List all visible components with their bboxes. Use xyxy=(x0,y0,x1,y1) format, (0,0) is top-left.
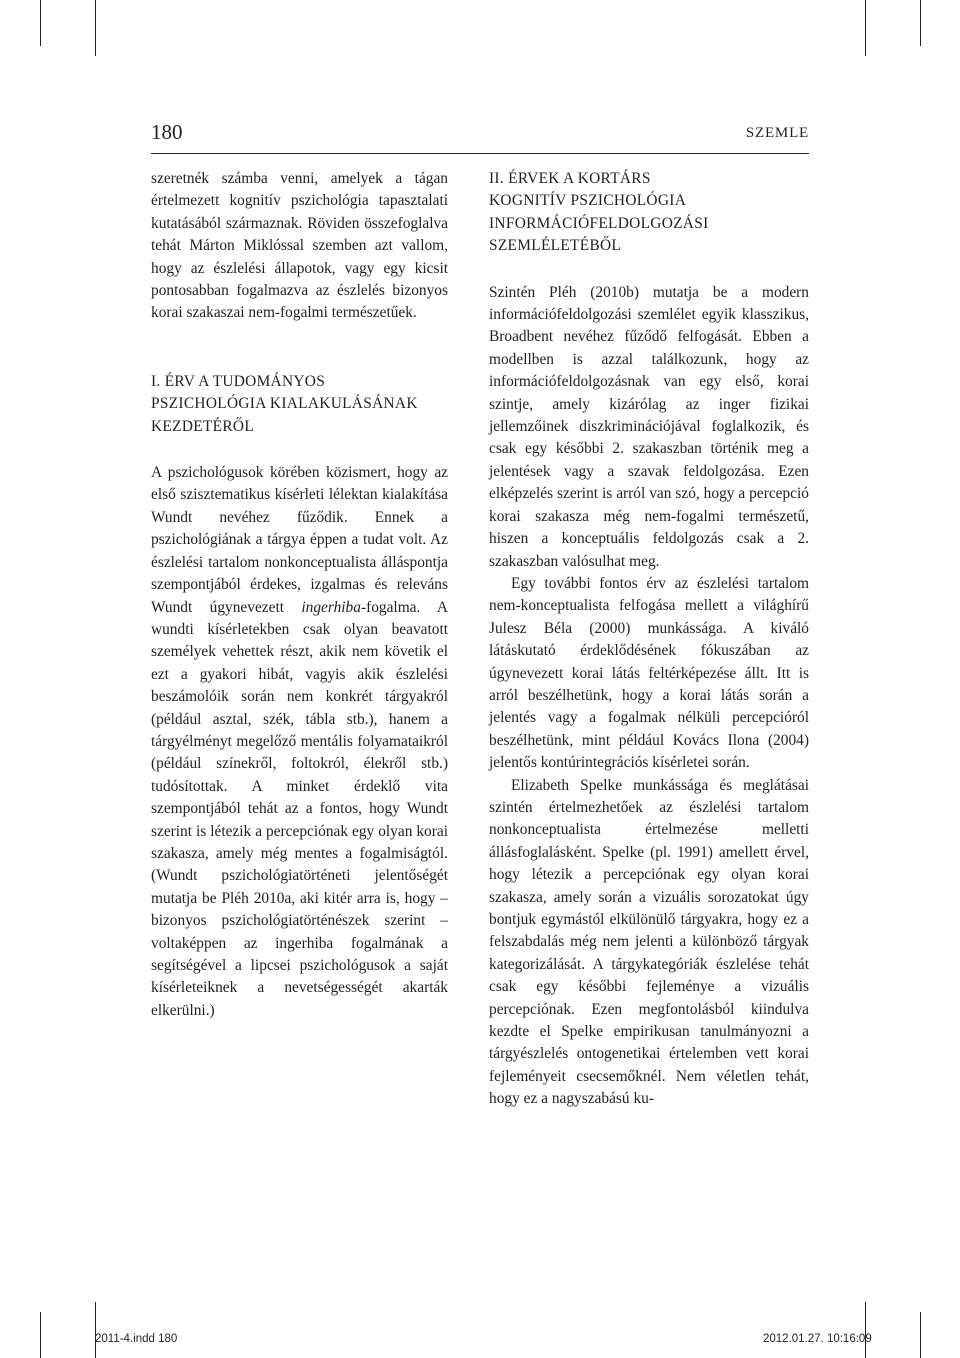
crop-mark xyxy=(95,1302,96,1358)
page-number: 180 xyxy=(151,120,183,144)
section-heading xyxy=(489,168,809,258)
heading-line: I. ÉRV A TUDOMÁNYOS xyxy=(151,372,326,390)
header-rule xyxy=(151,153,809,154)
crop-mark xyxy=(95,0,96,56)
heading-line: SZEMLÉLETÉBŐL xyxy=(489,237,622,255)
heading-line: INFORMÁCIÓFELDOLGOZÁSI xyxy=(489,214,709,232)
crop-mark xyxy=(865,1302,866,1358)
footer-file-info: 2011-4.indd 180 xyxy=(95,1333,178,1345)
footer-timestamp: 2012.01.27. 10:16:09 xyxy=(763,1333,872,1345)
crop-mark xyxy=(865,0,866,56)
left-column xyxy=(151,168,448,1022)
section-heading xyxy=(151,371,448,438)
crop-mark xyxy=(40,1312,41,1358)
right-column xyxy=(489,168,809,1111)
heading-line: II. ÉRVEK A KORTÁRS xyxy=(489,170,651,187)
body-text-part2: -fogalma. A wundti kísérletekben csak olyan beavatott személyek vehettek részt, akik nem követik el ezt a gyakori hibát, vagyis akik észlelési beszámolóik során nem konkrét tárgyakról (például asztal, szék, tábla stb.), hanem a tárgyélményt megelőző mentális folyamataikról (például színekről, foltokról, élekről stb.) tudósítottak. A minket érdeklő vita szempontjából tehát az a fontos, hogy Wundt szerint is létezik a percepciónak egy olyan korai szakasza, amely még mentes a fogalmiságtól. (Wundt pszichológiatörténeti jelentőségét mutatja be Pléh 2010a, aki kitér arra is, hogy – bizonyos pszichológiatörténészek szerint – voltaképpen az ingerhiba fogalmának a segítségével a lipcsei pszichológusok a saját kísérleteiknek a nevetségességét akarták elkerülni.) xyxy=(151,598,448,1019)
crop-mark xyxy=(920,0,921,46)
italic-term: ingerhiba xyxy=(301,598,361,616)
body-text-part1: A pszichológusok körében közismert, hogy az első szisztematikus kísérleti lélektan kialakítása Wundt nevéhez fűződik. Ennek a pszichológiának a tárgya éppen a tudat volt. Az észlelési tartalom nonkonceptualista álláspontja szempontjából érdekes, izgalmas és releváns Wundt úgynevezett xyxy=(151,464,448,616)
heading-line: KEZDETÉRŐL xyxy=(151,417,255,435)
crop-mark xyxy=(40,0,41,46)
section-title: SZEMLE xyxy=(745,125,809,141)
body-paragraph: Szintén Pléh (2010b) mutatja be a modern információfeldolgozási szemlélet egyik klasszikus, Broadbent nevéhez fűződő felfogását. Ebben a modellben is azzal találkozunk, hogy az információfeldolgozásnak van egy első, korai szintje, amely kizárólag az inger fizikai jellemzőinek diszkriminációjával foglalkozik, és csak egy későbbi 2. szakaszban történik meg a jelentések vagy a szavak feldolgozása. Ezen elképzelés szerint is arról van szó, hogy a percepció korai szakasza még nem-fogalmi természetű, hiszen a konceptuális feldolgozás csak a 2. szakaszban valósulhat meg. xyxy=(489,283,809,570)
heading-line: KOGNITÍV PSZICHOLÓGIA xyxy=(489,192,687,210)
body-paragraph: Elizabeth Spelke munkássága és meglátásai szintén értelmezhetőek az észlelési tartalom nonkonceptualista értelmezése melletti állásfoglalásként. Spelke (pl. 1991) amellett érvel, hogy létezik a percepciónak egy olyan korai szakasza, amely során a vizuális sorozatokat úgy bontjuk egymástól elkülönülő tárgyakra, hogy ez a felszabdalás még nem jelenti a különböző tárgyak kategorizálását. A tárgykategóriák észlelése tehát csak egy későbbi fejleménye a vizuális percepciónak. Ezen megfontolásból kiindulva kezdte el Spelke empirikusan tanulmányozni a tárgyészlelés ontogenetikai értelemben vett korai fejleményeit csecsemőknél. Nem véletlen tehát, hogy ez a nagyszabású ku- xyxy=(489,776,809,1108)
heading-line: PSZICHOLÓGIA KIALAKULÁSÁNAK xyxy=(151,395,418,413)
body-paragraph: Egy további fontos érv az észlelési tartalom nem-konceptualista felfogása mellett a világhírű Julesz Béla (2000) munkássága. A kiváló látáskutató érdeklődésének fókuszában az úgynevezett korai látás feltérképezése állt. Itt is arról beszélhetünk, hogy a korai látás során a jelentés vagy a fogalmak nélküli percepcióról beszélhetünk, mint például Kovács Ilona (2004) jelentős kontúrintegrációs kísérletei során. xyxy=(489,574,809,772)
intro-paragraph: szeretnék számba venni, amelyek a tágan értelmezett kognitív pszichológia tapasztalati kutatásából származnak. Röviden összefoglalva tehát Márton Miklóssal szemben azt vallom, hogy az észlelési állapotok, vagy egy kicsit pontosabban fogalmazva az észlelés bizonyos korai szakaszai nem-fogalmi természetűek. xyxy=(151,170,448,322)
crop-mark xyxy=(920,1312,921,1358)
body-paragraph xyxy=(151,462,448,1022)
